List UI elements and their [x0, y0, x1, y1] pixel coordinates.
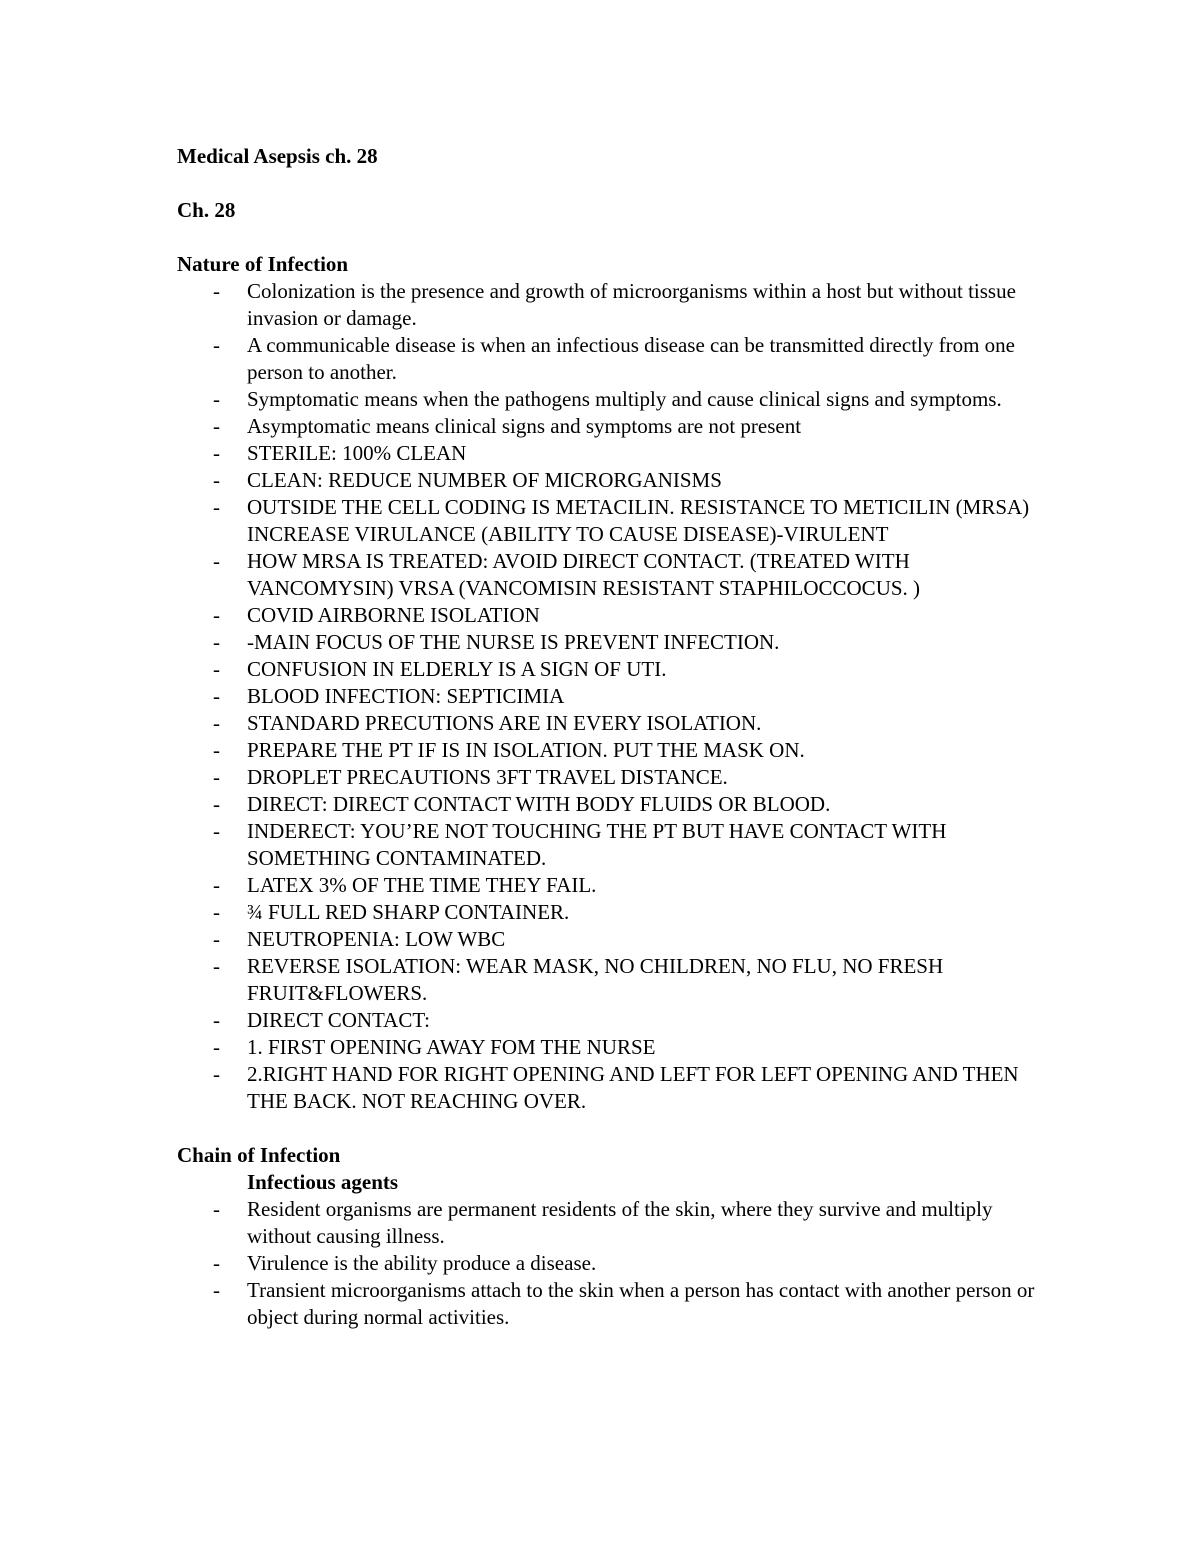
list-item-text: 2.RIGHT HAND FOR RIGHT OPENING AND LEFT FOR LEFT OPENING AND THEN THE BACK. NOT REACHING OVER.: [247, 1062, 1019, 1113]
list-item: [177, 656, 1057, 683]
bullet-dash: -: [213, 819, 220, 843]
bullet-dash: -: [213, 468, 220, 492]
list-item-text: REVERSE ISOLATION: WEAR MASK, NO CHILDREN, NO FLU, NO FRESH FRUIT&FLOWERS.: [247, 954, 944, 1005]
list-item: [177, 440, 1057, 467]
list-item: [177, 899, 1057, 926]
bullet-dash: -: [213, 1008, 220, 1032]
bullet-dash: -: [213, 1197, 220, 1221]
list-item-text: BLOOD INFECTION: SEPTICIMIA: [247, 684, 565, 708]
section-heading: Nature of Infection: [177, 252, 349, 276]
bullet-list: [177, 278, 1057, 1115]
list-item: [177, 737, 1057, 764]
list-item: [177, 467, 1057, 494]
list-item: [177, 710, 1057, 737]
list-item-text: Asymptomatic means clinical signs and symptoms are not present: [247, 414, 802, 438]
bullet-dash: -: [213, 873, 220, 897]
list-item-text: ¾ FULL RED SHARP CONTAINER.: [247, 900, 570, 924]
document-content: [177, 143, 1057, 1331]
bullet-dash: -: [213, 630, 220, 654]
list-item: [177, 1250, 1057, 1277]
list-item: [177, 413, 1057, 440]
list-item: [177, 548, 1057, 602]
list-item-text: CLEAN: REDUCE NUMBER OF MICRORGANISMS: [247, 468, 722, 492]
bullet-dash: -: [213, 1251, 220, 1275]
bullet-dash: -: [213, 927, 220, 951]
list-item-text: COVID AIRBORNE ISOLATION: [247, 603, 540, 627]
bullet-dash: -: [213, 387, 220, 411]
list-item: [177, 386, 1057, 413]
bullet-dash: -: [213, 1278, 220, 1302]
bullet-dash: -: [213, 333, 220, 357]
list-item: [177, 818, 1057, 872]
bullet-list: [177, 1196, 1057, 1331]
bullet-dash: -: [213, 441, 220, 465]
list-item: [177, 278, 1057, 332]
list-item-text: Virulence is the ability produce a disease.: [247, 1251, 597, 1275]
list-item: [177, 629, 1057, 656]
bullet-dash: -: [213, 495, 220, 519]
list-item: [177, 602, 1057, 629]
list-item-text: PREPARE THE PT IF IS IN ISOLATION. PUT THE MASK ON.: [247, 738, 805, 762]
bullet-dash: -: [213, 684, 220, 708]
list-item-text: -MAIN FOCUS OF THE NURSE IS PREVENT INFECTION.: [247, 630, 780, 654]
bullet-dash: -: [213, 954, 220, 978]
list-item-text: DROPLET PRECAUTIONS 3FT TRAVEL DISTANCE.: [247, 765, 728, 789]
section-nature-of-infection: [177, 251, 1057, 1115]
bullet-dash: -: [213, 603, 220, 627]
list-item-text: OUTSIDE THE CELL CODING IS METACILIN. RESISTANCE TO METICILIN (MRSA) INCREASE VIRULANCE (ABILITY TO CAUSE DISEASE)-VIRULENT: [247, 495, 1030, 546]
list-item: [177, 953, 1057, 1007]
list-item-text: A communicable disease is when an infectious disease can be transmitted directly from one person to another.: [247, 333, 1016, 384]
bullet-dash: -: [213, 1035, 220, 1059]
list-item: [177, 332, 1057, 386]
list-item-text: STERILE: 100% CLEAN: [247, 441, 467, 465]
list-item-text: NEUTROPENIA: LOW WBC: [247, 927, 506, 951]
section-heading: Chain of Infection: [177, 1143, 341, 1167]
list-item: [177, 791, 1057, 818]
list-item: [177, 1196, 1057, 1250]
bullet-dash: -: [213, 765, 220, 789]
list-item: [177, 926, 1057, 953]
list-item-text: STANDARD PRECUTIONS ARE IN EVERY ISOLATION.: [247, 711, 762, 735]
list-item-text: Colonization is the presence and growth of microorganisms within a host but without tissue invasion or damage.: [247, 279, 1016, 330]
list-item-text: Symptomatic means when the pathogens multiply and cause clinical signs and symptoms.: [247, 387, 1002, 411]
list-item-text: INDERECT: YOU’RE NOT TOUCHING THE PT BUT HAVE CONTACT WITH SOMETHING CONTAMINATED.: [247, 819, 947, 870]
bullet-dash: -: [213, 900, 220, 924]
bullet-dash: -: [213, 279, 220, 303]
chapter-label: Ch. 28: [177, 198, 236, 222]
list-item: [177, 1061, 1057, 1115]
bullet-dash: -: [213, 792, 220, 816]
list-item: [177, 1007, 1057, 1034]
list-item: [177, 1034, 1057, 1061]
bullet-dash: -: [213, 711, 220, 735]
bullet-dash: -: [213, 414, 220, 438]
list-item-text: Resident organisms are permanent residents of the skin, where they survive and multiply without causing illness.: [247, 1197, 993, 1248]
list-item-text: 1. FIRST OPENING AWAY FOM THE NURSE: [247, 1035, 656, 1059]
section-chain-of-infection: [177, 1142, 1057, 1331]
document-title: Medical Asepsis ch. 28: [177, 144, 378, 168]
list-item-text: HOW MRSA IS TREATED: AVOID DIRECT CONTACT. (TREATED WITH VANCOMYSIN) VRSA (VANCOMISIN RESISTANT STAPHILOCCOCUS. ): [247, 549, 921, 600]
list-item: [177, 683, 1057, 710]
list-item-text: CONFUSION IN ELDERLY IS A SIGN OF UTI.: [247, 657, 667, 681]
list-item-text: DIRECT CONTACT:: [247, 1008, 430, 1032]
bullet-dash: -: [213, 549, 220, 573]
bullet-dash: -: [213, 657, 220, 681]
list-item: [177, 872, 1057, 899]
list-item: [177, 1277, 1057, 1331]
list-item-text: Transient microorganisms attach to the skin when a person has contact with another person or object during normal activities.: [247, 1278, 1035, 1329]
list-item-text: DIRECT: DIRECT CONTACT WITH BODY FLUIDS OR BLOOD.: [247, 792, 831, 816]
list-item: [177, 764, 1057, 791]
list-item-text: LATEX 3% OF THE TIME THEY FAIL.: [247, 873, 597, 897]
list-item: [177, 494, 1057, 548]
bullet-dash: -: [213, 1062, 220, 1086]
section-subheading: Infectious agents: [247, 1170, 399, 1194]
bullet-dash: -: [213, 738, 220, 762]
